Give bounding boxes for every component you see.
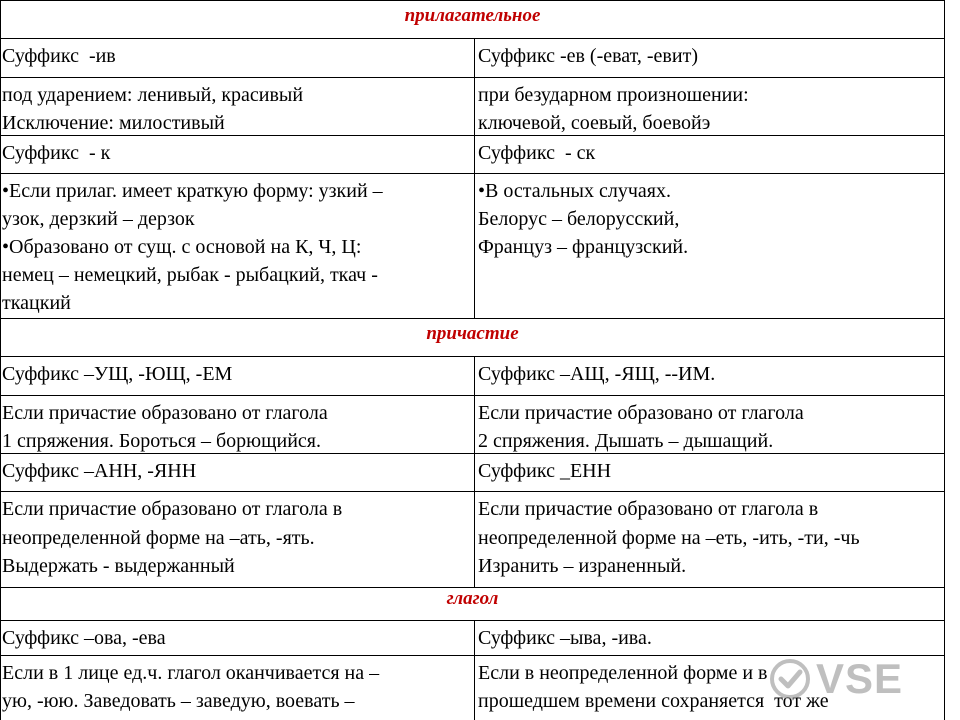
table-row	[1, 78, 944, 136]
section-header-cell	[1, 1, 944, 38]
table-cell-right	[475, 492, 944, 587]
table-cell-left	[1, 136, 475, 173]
cell-text-line: прошедшем времени сохраняется тот же	[478, 690, 829, 712]
table-cell-right	[475, 174, 944, 318]
section-title: прилагательное	[404, 5, 541, 26]
section-title: глагол	[446, 588, 499, 609]
table-row	[1, 656, 944, 720]
cell-text-line: Изранить – израненный.	[478, 555, 687, 577]
cell-text-line: узок, дерзкий – дерзок	[2, 208, 195, 230]
cell-text-line: неопределенной форме на –ать, -ять.	[2, 526, 315, 549]
cell-text-line: Если причастие образовано от глагола	[478, 402, 804, 424]
table-row	[1, 492, 944, 588]
cell-text-line: 2 спряжения. Дышать – дышащий.	[478, 430, 774, 452]
table-cell-left	[1, 656, 475, 720]
cell-text-line: Если в неопределенной форме и в	[478, 662, 768, 684]
cell-text-line: Выдержать - выдержанный	[2, 555, 235, 577]
section-header-verb	[1, 588, 944, 621]
table-cell-left	[1, 39, 475, 77]
cell-text-line: неопределенной форме на –еть, -ить, -ти, -чь	[478, 526, 860, 549]
cell-text-line: Суффикс –АНН, -ЯНН	[2, 460, 197, 482]
table-row	[1, 136, 944, 174]
cell-text-line: Суффикс –АЩ, -ЯЩ, --ИМ.	[478, 363, 716, 385]
cell-text-line: 1 спряжения. Бороться – борющийся.	[2, 430, 321, 452]
table-cell-right	[475, 39, 944, 77]
table-cell-left	[1, 454, 475, 491]
table-cell-right	[475, 136, 944, 173]
table-row	[1, 39, 944, 78]
cell-text-line: Суффикс _ЕНН	[478, 460, 612, 482]
table-row	[1, 454, 944, 492]
cell-text-line: •В остальных случаях.	[478, 180, 671, 202]
cell-text-line: при безударном произношении:	[478, 84, 749, 106]
table-cell-left	[1, 357, 475, 395]
cell-text-line: Если причастие образовано от глагола	[2, 402, 328, 424]
table-cell-left	[1, 78, 475, 135]
section-title: причастие	[426, 323, 519, 344]
cell-text-line: ключевой, соевый, боевойэ	[478, 112, 711, 134]
cell-text-line: Суффикс -ев (-еват, -евит)	[478, 45, 698, 67]
cell-text-line: •Если прилаг. имеет краткую форму: узкий –	[2, 180, 383, 202]
cell-text-line: Если причастие образовано от глагола в	[2, 498, 343, 520]
table-cell-left	[1, 174, 475, 318]
cell-text-line: Если в 1 лице ед.ч. глагол оканчивается на –	[2, 662, 380, 684]
table-row	[1, 396, 944, 454]
cell-text-line: Суффикс –ыва, -ива.	[478, 627, 652, 649]
cell-text-line: Если причастие образовано от глагола в	[478, 498, 819, 520]
table-cell-left	[1, 621, 475, 655]
cell-text-line: немец – немецкий, рыбак - рыбацкий, ткач -	[2, 264, 378, 286]
table-cell-left	[1, 396, 475, 453]
cell-text-line: •Образовано от сущ. с основой на К, Ч, Ц:	[2, 236, 362, 258]
cell-text-line: Суффикс –УЩ, -ЮЩ, -ЕМ	[2, 363, 233, 385]
table-cell-right	[475, 656, 944, 720]
section-header-participle	[1, 319, 944, 357]
table-cell-right	[475, 357, 944, 395]
table-cell-right	[475, 396, 944, 453]
table-cell-right	[475, 78, 944, 135]
cell-text-line: Суффикс -ив	[2, 45, 116, 67]
watermark-text: VSE	[816, 655, 904, 702]
table-row	[1, 174, 944, 319]
cell-text-line: под ударением: ленивый, красивый	[2, 84, 304, 106]
cell-text-line: Суффикс - к	[2, 142, 111, 164]
table-row	[1, 621, 944, 656]
cell-text-line: Суффикс –ова, -ева	[2, 627, 166, 649]
cell-text-line: Суффикс - ск	[478, 142, 596, 164]
table-cell-right	[475, 621, 944, 655]
table-row	[1, 357, 944, 396]
section-header-cell	[1, 588, 944, 620]
table-cell-left	[1, 492, 475, 587]
cell-text-line: Исключение: милостивый	[2, 112, 225, 134]
table-cell-right	[475, 454, 944, 491]
section-header-adjective	[1, 1, 944, 39]
cell-text-line: ткацкий	[2, 292, 71, 314]
section-header-cell	[1, 319, 944, 356]
cell-text-line: ую, -юю. Заведовать – заведую, воевать –	[2, 690, 355, 712]
cell-text-line: Француз – французский.	[478, 236, 689, 258]
cell-text-line: Белорус – белорусский,	[478, 208, 680, 230]
